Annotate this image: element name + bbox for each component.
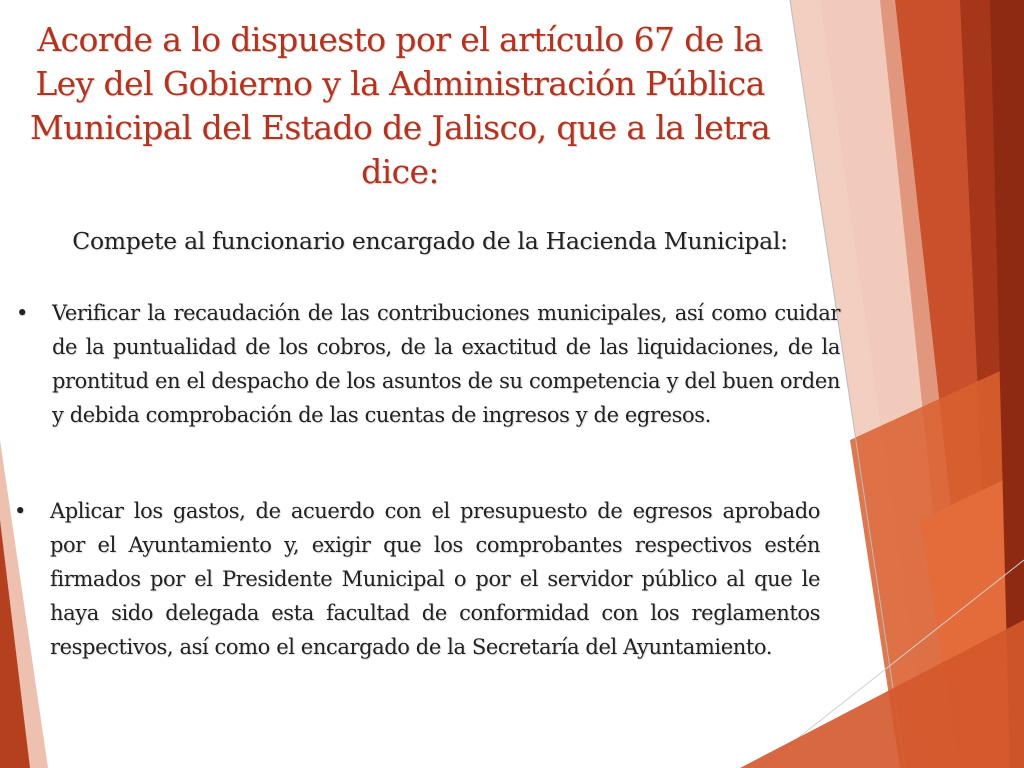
bullet-icon: • (14, 499, 26, 523)
list-item (14, 494, 820, 664)
list-item-text: Aplicar los gastos, de acuerdo con el presupuesto de egresos aprobado por el Ayuntamiento y, exigir que los comprobantes respectivos estén firmados por el Presidente Municipal o por el servidor público al que le haya sido delegada esta facultad de conformidad con los reglamentos respectivos, así como el encargado de la Secretaría del Ayuntamiento. (50, 499, 820, 659)
list-item (16, 296, 840, 432)
page-title: Acorde a lo dispuesto por el artículo 67 de la Ley del Gobierno y la Administración Pública Municipal del Estado de Jalisco, que a la letra dice: (29, 20, 771, 191)
bullet-icon: • (16, 301, 28, 325)
subtitle: Compete al funcionario encargado de la Hacienda Municipal: (72, 227, 788, 255)
list-item-text: Verificar la recaudación de las contribuciones municipales, así como cuidar de la puntualidad de los cobros, de la exactitud de las liquidaciones, de la prontitud en el despacho de los asuntos de su competencia y del buen orden y debida comprobación de las cuentas de ingresos y de egresos. (52, 301, 840, 427)
